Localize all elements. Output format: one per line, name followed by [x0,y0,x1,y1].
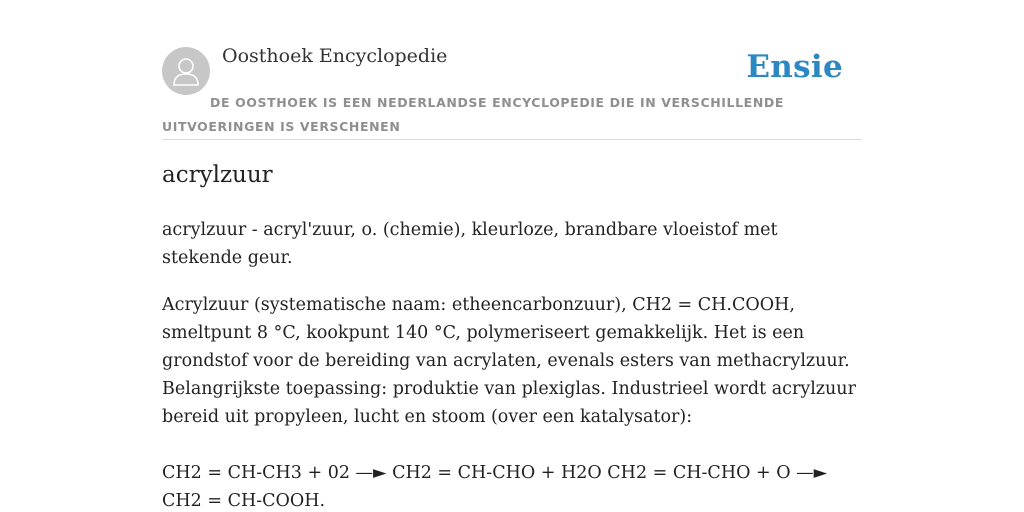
entry-title: acrylzuur [162,162,273,188]
entry-description: Acrylzuur (systematische naam: etheencarbonzuur), CH2 = CH.COOH, smeltpunt 8 °C, kookpunt 140 °C, polymeriseert gemakkelijk. Het is een grondstof voor de bereiding van acrylaten, evenals esters van methacrylzuur. Belangrijkste toepassing: produktie van plexiglas. Industrieel wordt acrylzuur bereid uit propyleen, lucht en stoom (over een katalysator): [162,295,856,427]
header-divider [162,139,862,140]
author-avatar[interactable] [162,47,210,95]
entry-body [162,216,862,512]
site-name[interactable]: Oosthoek Encyclopedie [222,45,448,67]
entry-formula: CH2 = CH-CH3 + 02 —► CH2 = CH-CHO + H2O CH2 = CH-CHO + O —► CH2 = CH-COOH. [162,463,828,511]
entry-definition: acrylzuur - acryl'zuur, o. (chemie), kleurloze, brandbare vloeistof met stekende geur. [162,220,778,268]
user-icon [162,47,210,95]
ensie-logo[interactable]: Ensie [746,49,843,85]
site-tagline: DE OOSTHOEK IS EEN NEDERLANDSE ENCYCLOPEDIE DIE IN VERSCHILLENDE UITVOERINGEN IS VERSCHENEN [162,95,784,134]
